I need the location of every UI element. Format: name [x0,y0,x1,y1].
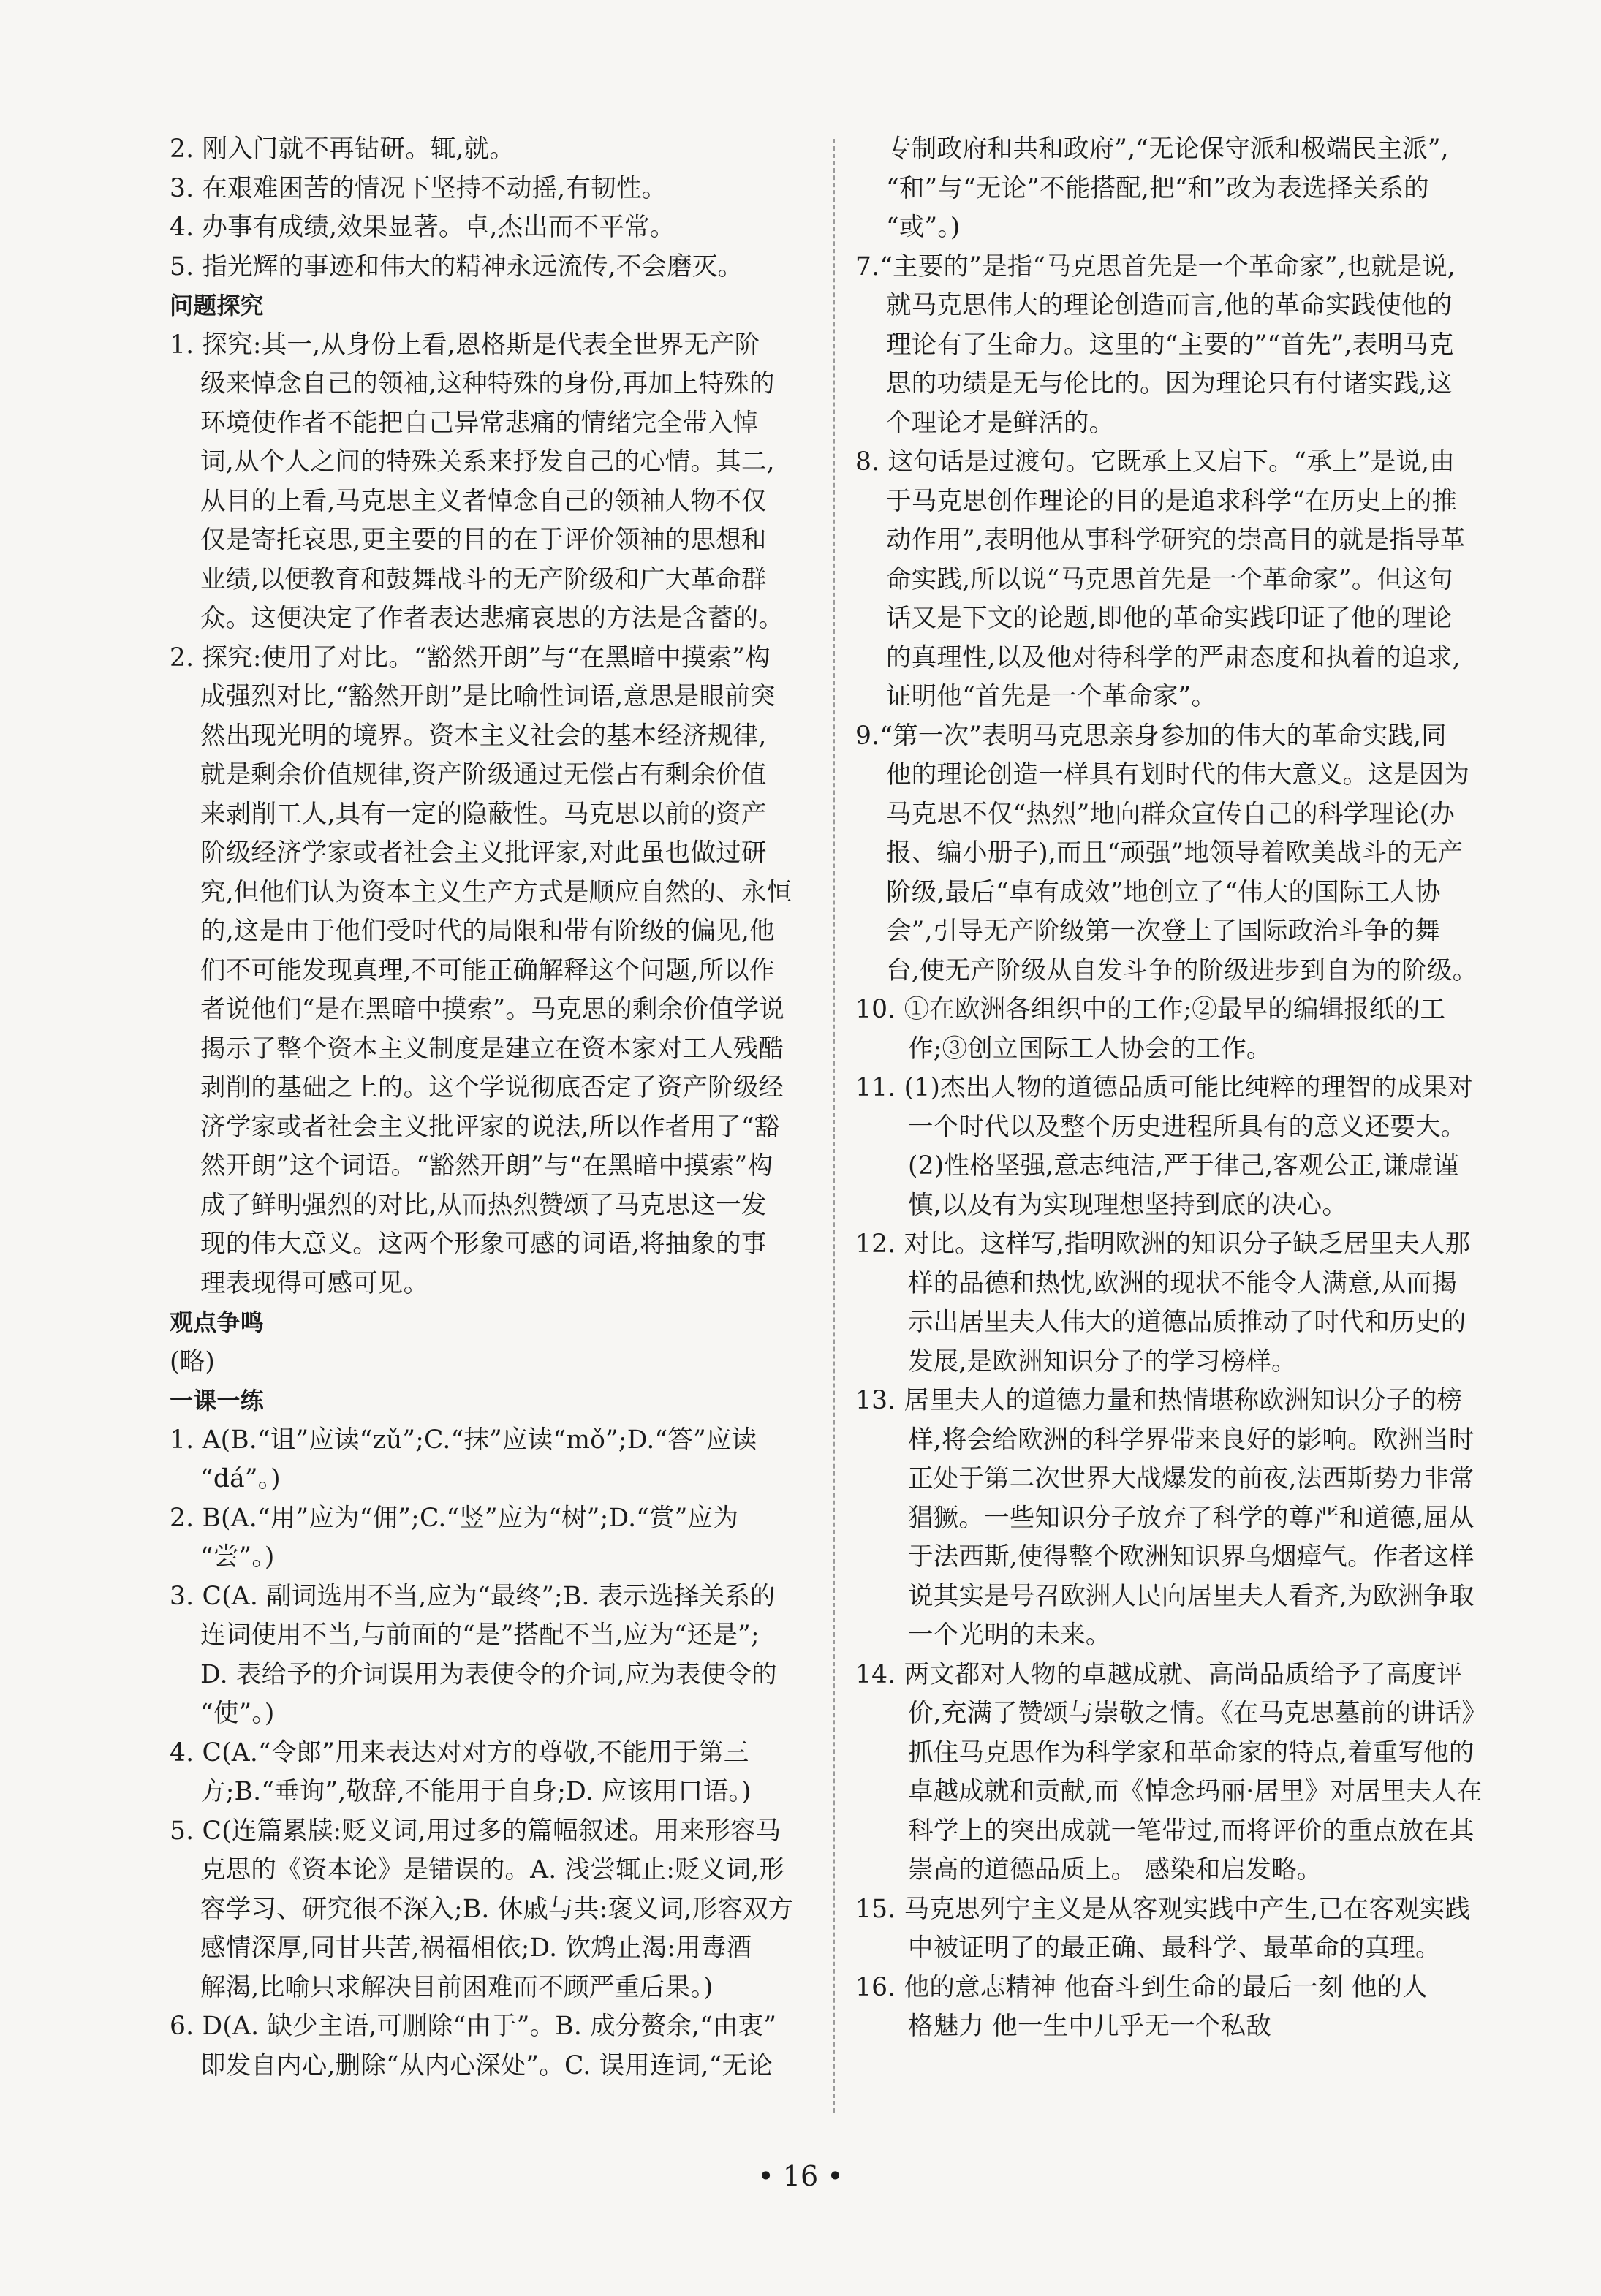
section-heading: 观点争鸣 [170,1308,264,1336]
text-line: 一个光明的未来。 [908,1621,1111,1650]
text-line: 阶级经济学家或者社会主义批评家,对此虽也做过研 [200,838,767,868]
text-line: 动作用”,表明他从事科学研究的崇高目的就是指导革 [886,526,1466,555]
text-line: “尝”。) [200,1542,275,1572]
text-line: 成了鲜明强烈的对比,从而热烈赞颂了马克思这一发 [200,1190,767,1220]
text-line: 的,这是由于他们受时代的局限和带有阶级的偏见,他 [200,917,775,946]
text-line: 8. 这句话是过渡句。它既承上又启下。“承上”是说,由 [855,447,1456,477]
text-line: 方;B.“垂询”,敬辞,不能用于自身;D. 应该用口语。) [200,1777,752,1806]
text-line: 9.“第一次”表明马克思亲身参加的伟大的革命实践,同 [855,721,1447,751]
text-line: 4. 办事有成绩,效果显著。卓,杰出而不平常。 [170,213,675,242]
text-line: 个理论才是鲜活的。 [886,408,1115,438]
text-line: 感情深厚,同甘共苦,祸福相依;D. 饮鸩止渴:用毒酒 [200,1933,752,1963]
text-line: 15. 马克思列宁主义是从客观实践中产生,已在客观实践 [855,1894,1471,1924]
text-line: 来剥削工人,具有一定的隐蔽性。马克思以前的资产 [200,799,767,829]
text-line: 13. 居里夫人的道德力量和热情堪称欧洲知识分子的榜 [855,1386,1463,1415]
text-line: 会”,引导无产阶级第一次登上了国际政治斗争的舞 [886,917,1440,946]
text-line: 2. 探究:使用了对比。“豁然开朗”与“在黑暗中摸索”构 [170,643,771,672]
text-line: 现的伟大意义。这两个形象可感的词语,将抽象的事 [200,1230,767,1259]
text-line: 成强烈对比,“豁然开朗”是比喻性词语,意思是眼前突 [200,682,776,711]
text-line: 7.“主要的”是指“马克思首先是一个革命家”,也就是说, [855,251,1456,281]
text-line: 者说他们“是在黑暗中摸索”。马克思的剩余价值学说 [200,995,785,1024]
text-line: 剥削的基础之上的。这个学说彻底否定了资产阶级经 [200,1073,784,1102]
column-divider [833,139,835,2113]
page-number: • 16 • [757,2160,844,2192]
text-line: 样,将会给欧洲的科学界带来良好的影响。欧洲当时 [908,1425,1475,1455]
text-line: 14. 两文都对人物的卓越成就、高尚品质给予了高度评 [855,1659,1463,1689]
text-line: 的真理性,以及他对待科学的严肃态度和执着的追求, [886,643,1461,672]
text-line: 解渴,比喻只求解决目前困难而不顾严重后果。) [200,1972,714,2002]
text-line: 价,充满了赞颂与崇敬之情。《在马克思墓前的讲话》 [908,1699,1488,1728]
text-line: 他的理论创造一样具有划时代的伟大意义。这是因为 [886,760,1470,789]
text-line: 证明他“首先是一个革命家”。 [886,682,1217,711]
text-line: 命实践,所以说“马克思首先是一个革命家”。但这句 [886,564,1453,594]
text-line: 科学上的突出成就一笔带过,而将评价的重点放在其 [908,1816,1475,1846]
text-line: 就马克思伟大的理论创造而言,他的革命实践使他的 [886,291,1453,320]
text-line: 11. (1)杰出人物的道德品质可能比纯粹的理智的成果对 [855,1073,1473,1102]
text-line: 16. 他的意志精神 他奋斗到生命的最后一刻 他的人 [855,1972,1428,2002]
text-line: 5. C(连篇累牍:贬义词,用过多的篇幅叙述。用来形容马 [170,1816,781,1846]
text-line: “和”与“无论”不能搭配,把“和”改为表选择关系的 [886,173,1429,203]
text-line: 容学习、研究很不深入;B. 休戚与共:褒义词,形容双方 [200,1894,794,1924]
text-line: 理表现得可感可见。 [200,1268,429,1298]
text-line: 中被证明了的最正确、最科学、最革命的真理。 [908,1933,1441,1963]
text-line: 一个时代以及整个历史进程所具有的意义还要大。 [908,1112,1466,1142]
right-column [855,130,1499,2047]
text-line: 说其实是号召欧洲人民向居里夫人看齐,为欧洲争取 [908,1581,1475,1611]
text-line: 词,从个人之间的特殊关系来抒发自己的心情。其二, [200,447,775,477]
text-line: 2. 刚入门就不再钻研。辄,就。 [170,134,515,164]
text-line: 示出居里夫人伟大的道德品质推动了时代和历史的 [908,1308,1466,1337]
left-column [170,130,813,2085]
text-line: “使”。) [200,1699,275,1728]
text-line: 马克思不仅“热烈”地向群众宣传自己的科学理论(办 [886,799,1456,829]
text-line: 究,但他们认为资本主义生产方式是顺应自然的、永恒 [200,877,792,907]
text-line: 3. C(A. 副词选用不当,应为“最终”;B. 表示选择关系的 [170,1581,776,1611]
text-line: 然出现光明的境界。资本主义社会的基本经济规律, [200,721,767,751]
text-line: 报、编小册子),而且“顽强”地领导着欧美战斗的无产 [886,838,1464,868]
text-line: 业绩,以便教育和鼓舞战斗的无产阶级和广大革命群 [200,564,767,594]
text-line: 6. D(A. 缺少主语,可删除“由于”。B. 成分赘余,“由衷” [170,2012,777,2041]
text-line: 理论有了生命力。这里的“主要的”“首先”,表明马克 [886,330,1454,360]
text-line: 发展,是欧洲知识分子的学习榜样。 [908,1346,1297,1376]
text-line: “dá”。) [200,1464,281,1493]
section-heading: 一课一练 [170,1387,264,1414]
text-line: 抓住马克思作为科学家和革命家的特点,着重写他的 [908,1738,1475,1768]
text-line: 正处于第二次世界大战爆发的前夜,法西斯势力非常 [908,1464,1475,1493]
text-line: 样的品德和热忱,欧洲的现状不能令人满意,从而揭 [908,1268,1458,1298]
text-line: 2. B(A.“用”应为“佣”;C.“竖”应为“树”;D.“赏”应为 [170,1503,739,1533]
text-line: “或”。) [886,213,961,242]
text-line: 3. 在艰难困苦的情况下坚持不动摇,有韧性。 [170,173,667,203]
text-line: 连词使用不当,与前面的“是”搭配不当,应为“还是”; [200,1621,760,1650]
text-line: 话又是下文的论题,即他的革命实践印证了他的理论 [886,604,1453,633]
text-line: 慎,以及有为实现理想坚持到底的决心。 [908,1190,1348,1220]
text-line: 格魅力 他一生中几乎无一个私敌 [908,2012,1271,2041]
text-line: 12. 对比。这样写,指明欧洲的知识分子缺乏居里夫人那 [855,1230,1471,1259]
section-heading: 问题探究 [170,292,264,319]
text-line: 揭示了整个资本主义制度是建立在资本家对工人残酷 [200,1034,784,1064]
text-line: 于马克思创作理论的目的是追求科学“在历史上的推 [886,486,1458,516]
text-line: 猖獗。一些知识分子放弃了科学的尊严和道德,屈从 [908,1503,1475,1533]
text-line: 就是剩余价值规律,资产阶级通过无偿占有剩余价值 [200,760,767,789]
text-line: 环境使作者不能把自己异常悲痛的情绪完全带入悼 [200,408,759,438]
text-line: 从目的上看,马克思主义者悼念自己的领袖人物不仅 [200,486,767,516]
text-line: 10. ①在欧洲各组织中的工作;②最早的编辑报纸的工 [855,995,1446,1024]
text-line: 即发自内心,删除“从内心深处”。C. 误用连词,“无论 [200,2050,773,2080]
text-line: 作;③创立国际工人协会的工作。 [908,1034,1272,1064]
text-line: 克思的《资本论》是错误的。A. 浅尝辄止:贬义词,形 [200,1855,785,1884]
text-line: 仅是寄托哀思,更主要的目的在于评价领袖的思想和 [200,526,767,555]
text-line: 济学家或者社会主义批评家的说法,所以作者用了“豁 [200,1112,780,1142]
text-line: 级来悼念自己的领袖,这种特殊的身份,再加上特殊的 [200,369,775,398]
text-line: 众。这便决定了作者表达悲痛哀思的方法是含蓄的。 [200,604,784,633]
text-line: 阶级,最后“卓有成效”地创立了“伟大的国际工人协 [886,877,1441,907]
text-line: (2)性格坚强,意志纯洁,严于律己,客观公正,谦虚谨 [908,1151,1459,1181]
text-line: 于法西斯,使得整个欧洲知识界乌烟瘴气。作者这样 [908,1542,1475,1572]
text-line: 卓越成就和贡献,而《悼念玛丽·居里》对居里夫人在 [908,1777,1483,1806]
text-line: 崇高的道德品质上。 感染和启发略。 [908,1855,1322,1884]
text-line: 思的功绩是无与伦比的。因为理论只有付诸实践,这 [886,369,1453,398]
text-line: 台,使无产阶级从自发斗争的阶级进步到自为的阶级。 [886,955,1478,985]
text-line: 们不可能发现真理,不可能正确解释这个问题,所以作 [200,955,775,985]
text-line: 然开朗”这个词语。“豁然开朗”与“在黑暗中摸索”构 [200,1151,773,1181]
text-line: 1. A(B.“诅”应读“zǔ”;C.“抹”应读“mǒ”;D.“答”应读 [170,1425,757,1455]
text-line: 专制政府和共和政府”,“无论保守派和极端民主派”, [886,134,1449,164]
text-line: 1. 探究:其一,从身份上看,恩格斯是代表全世界无产阶 [170,330,760,360]
text-line: 4. C(A.“令郎”用来表达对对方的尊敬,不能用于第三 [170,1738,749,1768]
text-line: (略) [170,1346,216,1376]
text-line: D. 表给予的介词误用为表使令的介词,应为表使令的 [200,1659,777,1689]
text-line: 5. 指光辉的事迹和伟大的精神永远流传,不会磨灭。 [170,251,743,281]
